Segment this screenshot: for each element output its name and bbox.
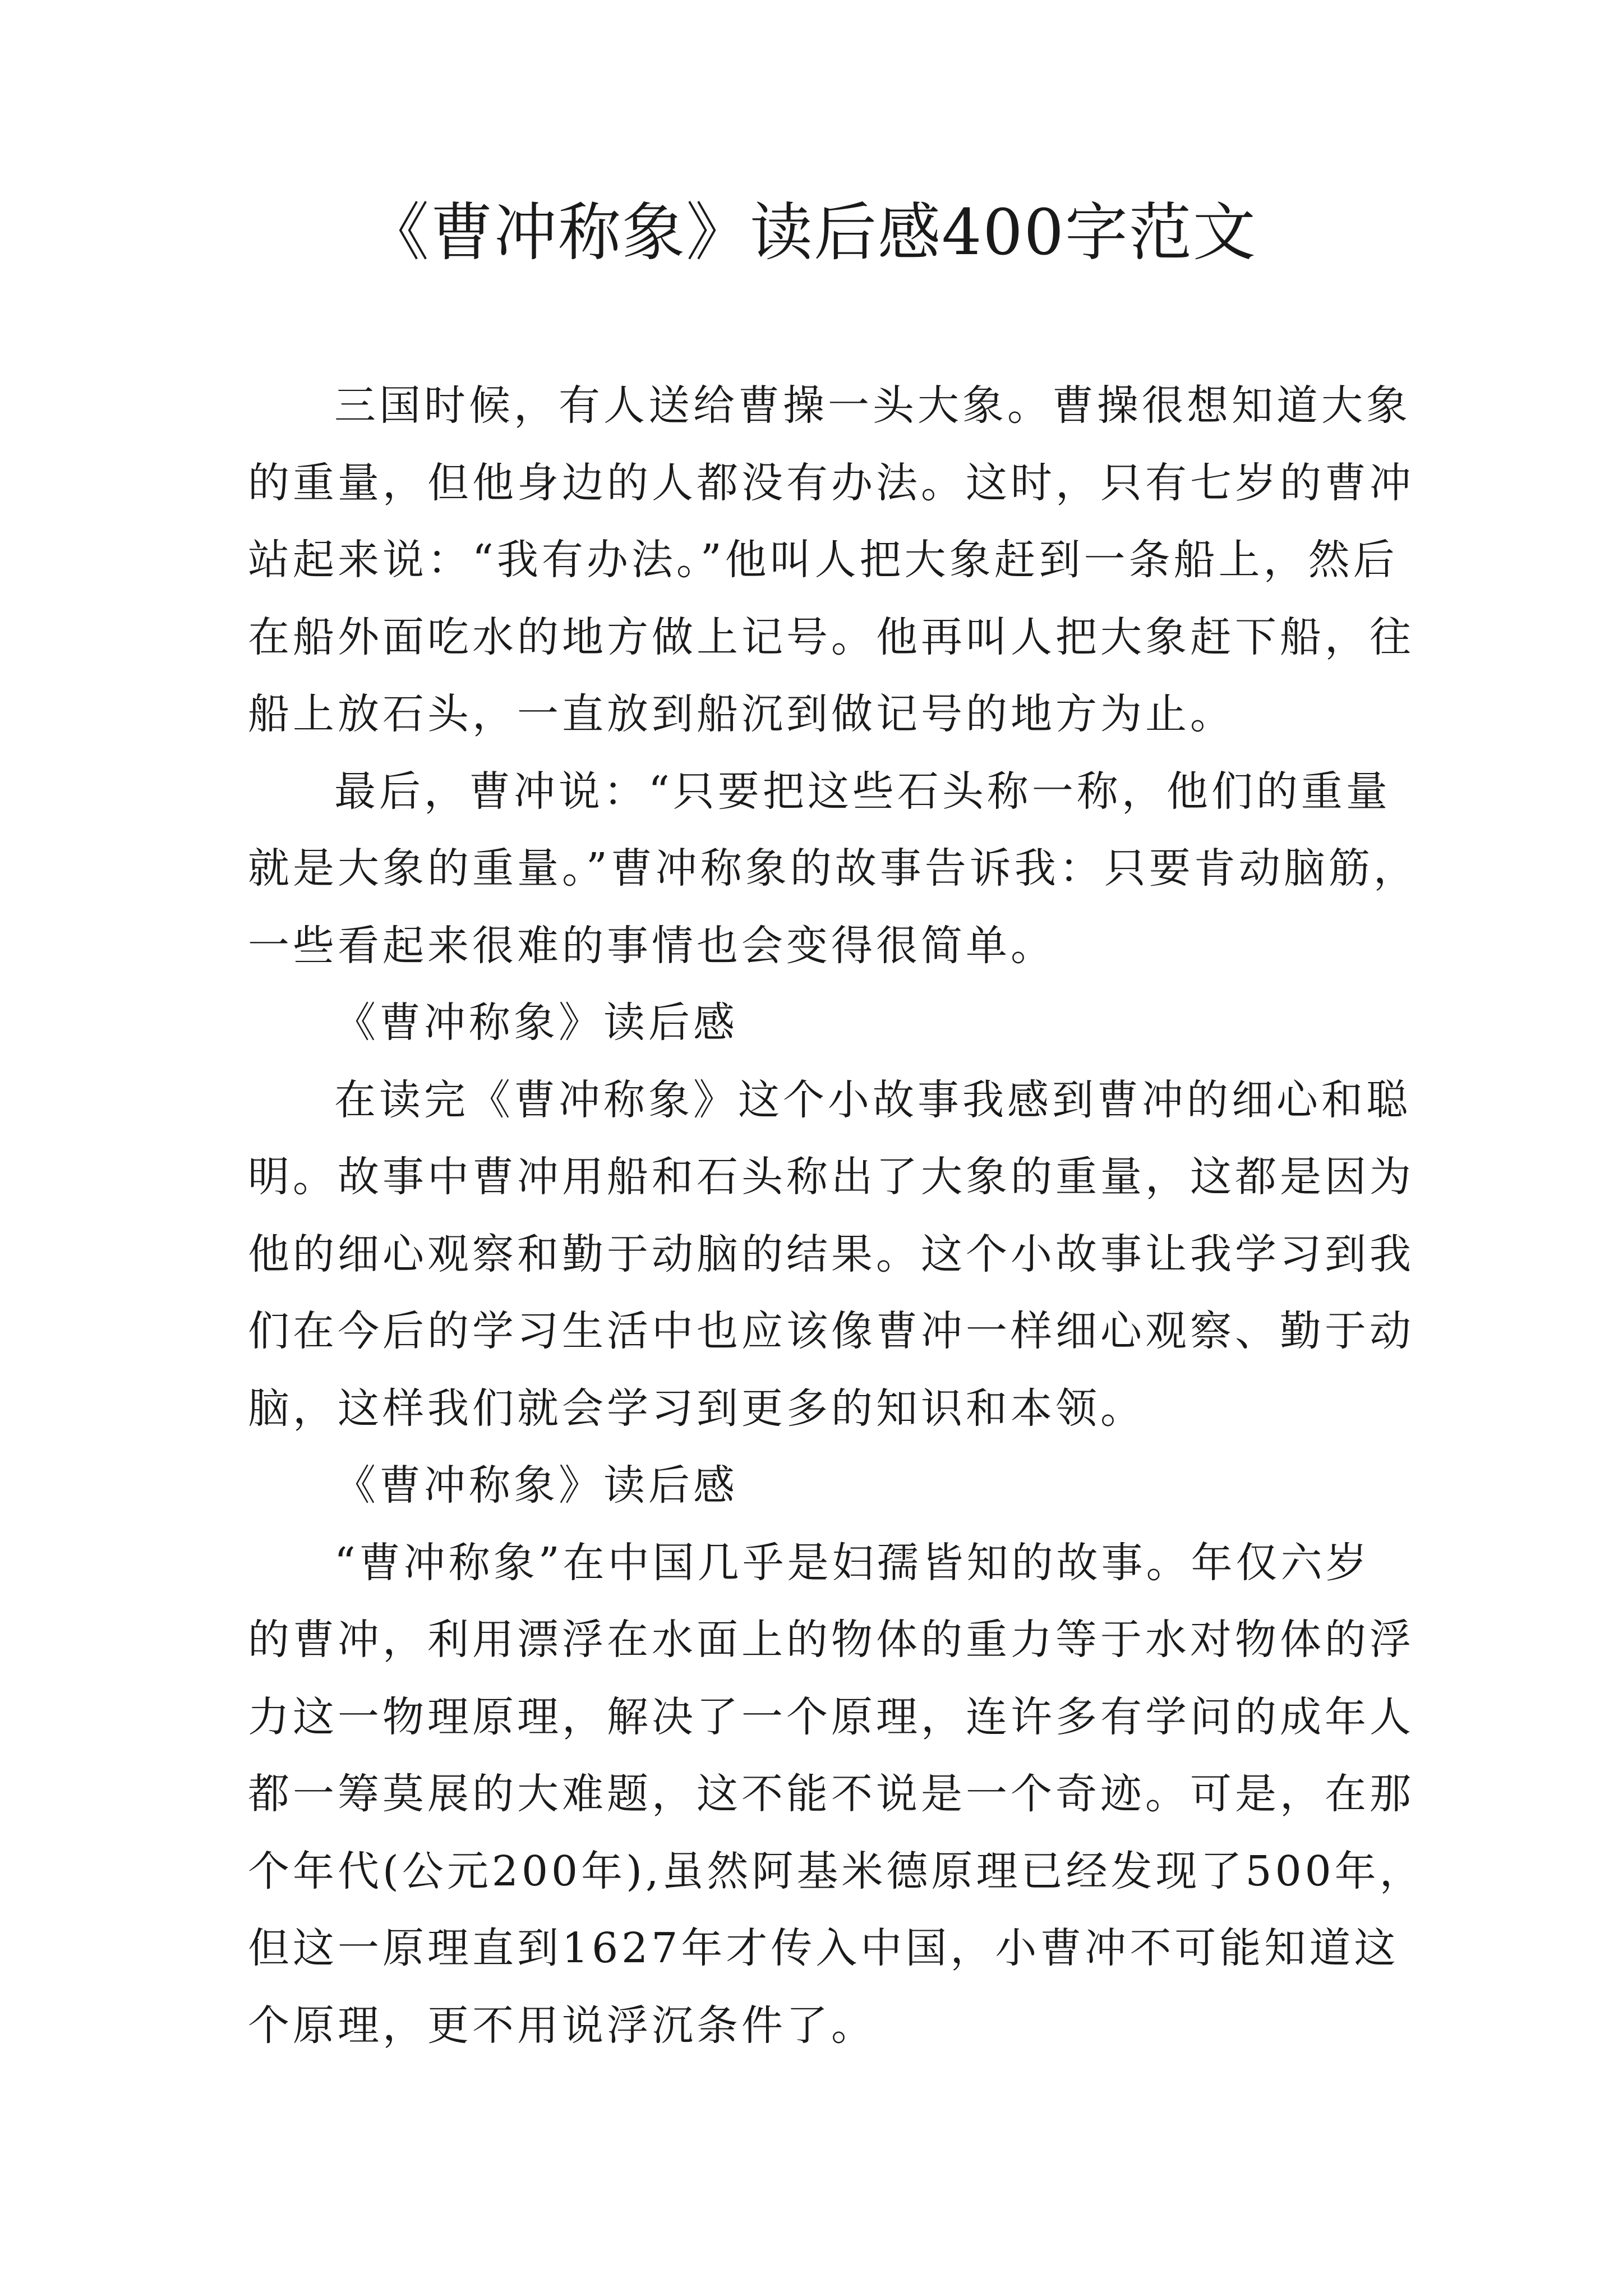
text-line: 一些看起来很难的事情也会变得很简单。 [248,921,1055,970]
text-line: 他的细心观察和勤于动脑的结果。这个小故事让我学习到我 [248,1230,1414,1278]
text-line: 个原理，更不用说浮沉条件了。 [248,2001,876,2050]
text-line: 脑，这样我们就会学习到更多的知识和本领。 [248,1384,1145,1433]
text-line: 最后，曹冲说：“只要把这些石头称一称，他们的重量 [334,767,1391,816]
text-line: 三国时候，有人送给曹操一头大象。曹操很想知道大象 [334,381,1411,430]
text-line: 站起来说：“我有办法。”他叫人把大象赶到一条船上，然后 [248,536,1398,584]
text-line: 都一筹莫展的大难题，这不能不说是一个奇迹。可是，在那 [248,1770,1414,1818]
text-line: 就是大象的重量。”曹冲称象的故事告诉我：只要肯动脑筋， [248,844,1418,892]
text-line: 的重量，但他身边的人都没有办法。这时，只有七岁的曹冲 [248,458,1414,507]
section-heading: 《曹冲称象》读后感 [334,999,738,1047]
text-line: 力这一物理原理，解决了一个原理，连许多有学问的成年人 [248,1692,1414,1741]
text-line: 的曹冲，利用漂浮在水面上的物体的重力等于水对物体的浮 [248,1616,1414,1664]
text-line: 船上放石头，一直放到船沉到做记号的地方为止。 [248,690,1235,738]
section-heading: 《曹冲称象》读后感 [334,1461,738,1510]
document-body [248,367,1424,2064]
text-line: “曹冲称象”在中国几乎是妇孺皆知的故事。年仅六岁 [334,1538,1371,1587]
text-line: 个年代(公元200年),虽然阿基米德原理已经发现了500年， [248,1847,1424,1895]
text-line: 但这一原理直到1627年才传入中国，小曹冲不可能知道这 [248,1924,1399,1972]
text-line: 在船外面吃水的地方做上记号。他再叫人把大象赶下船，往 [248,613,1414,661]
text-line: 在读完《曹冲称象》这个小故事我感到曹冲的细心和聪 [334,1075,1411,1124]
text-line: 们在今后的学习生活中也应该像曹冲一样细心观察、勤于动 [248,1307,1414,1355]
text-line: 明。故事中曹冲用船和石头称出了大象的重量，这都是因为 [248,1153,1414,1201]
document-title: 《曹冲称象》读后感400字范文 [366,196,1257,269]
